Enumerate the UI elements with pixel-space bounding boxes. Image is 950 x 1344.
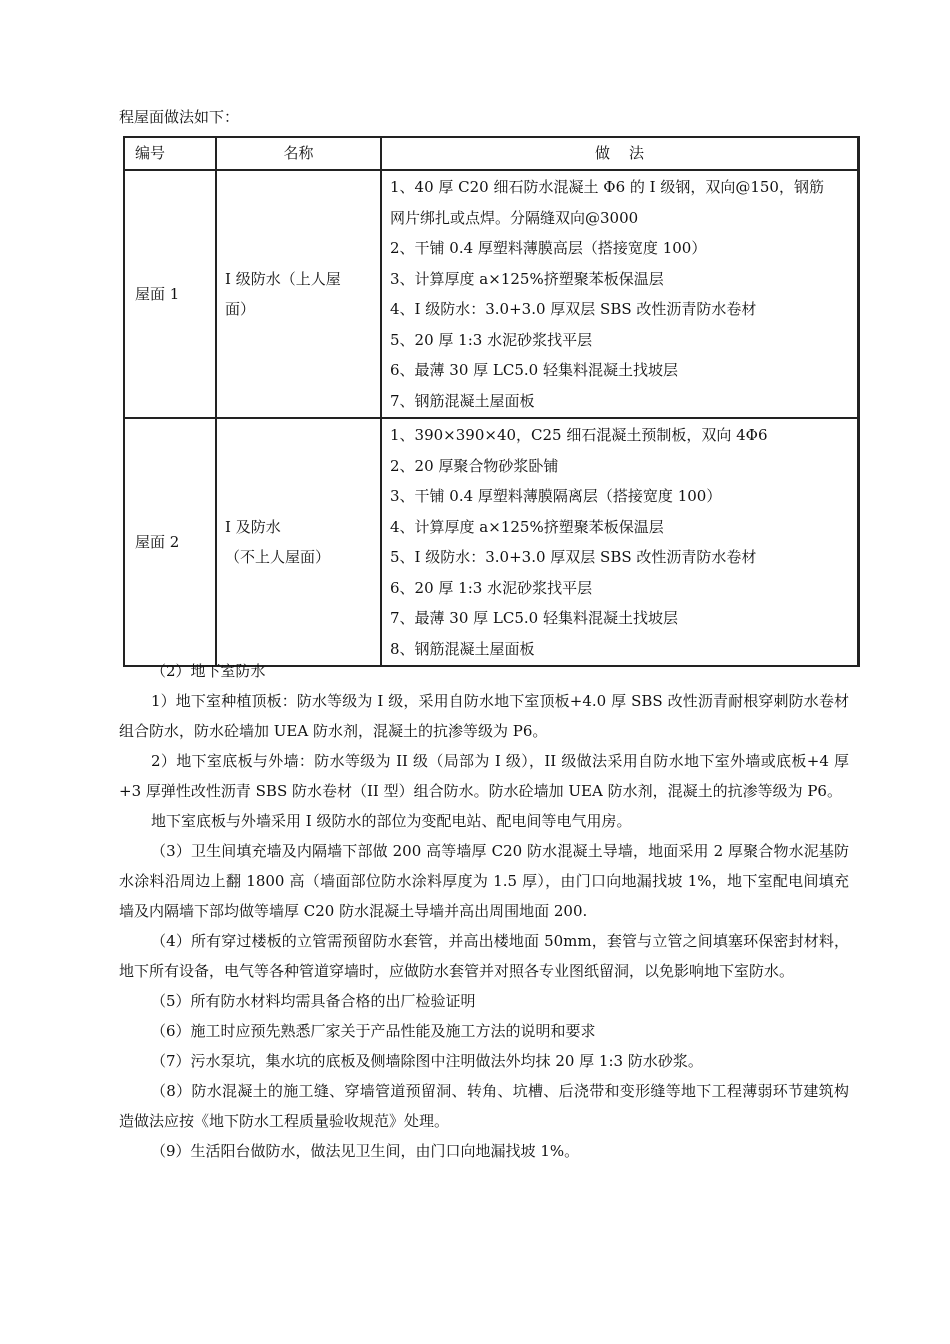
table-row bbox=[124, 418, 858, 666]
paragraph: （5）所有防水材料均需具备合格的出厂检验证明 bbox=[151, 992, 476, 1010]
step-line: 2、20 厚聚合物砂浆卧铺 bbox=[390, 456, 559, 475]
step-line: 5、20 厚 1:3 水泥砂浆找平层 bbox=[390, 330, 593, 349]
row-id: 屋面 1 bbox=[124, 170, 216, 418]
row-steps bbox=[381, 418, 858, 666]
row-name-line: I 级防水（上人屋 bbox=[225, 270, 341, 288]
section-heading: （2）地下室防水 bbox=[151, 662, 266, 680]
paragraph: 2）地下室底板与外墙：防水等级为 II 级（局部为 I 级），II 级做法采用自防水地下室外墙或底板+4 厚+3 厚弹性改性沥青 SBS 防水卷材（II 型）组合防水。防水砼墙加 UEA 防水剂，混凝土的抗渗等级为 P6。 bbox=[119, 752, 849, 800]
paragraph: （7）污水泵坑，集水坑的底板及侧墙除图中注明做法外均抹 20 厚 1:3 防水砂浆。 bbox=[151, 1052, 703, 1070]
intro-line: 程屋面做法如下： bbox=[119, 108, 240, 126]
step-line: 7、钢筋混凝土屋面板 bbox=[390, 391, 535, 410]
row-id: 屋面 2 bbox=[124, 418, 216, 666]
step-line: 2、干铺 0.4 厚塑料薄膜高层（搭接宽度 100） bbox=[390, 239, 707, 257]
row-name bbox=[216, 170, 381, 418]
row-name-line: 面） bbox=[225, 300, 256, 318]
row-name-line: I 及防水 bbox=[225, 518, 281, 536]
row-steps bbox=[381, 170, 858, 418]
step-line: 4、I 级防水：3.0+3.0 厚双层 SBS 改性沥青防水卷材 bbox=[390, 300, 757, 318]
header-id: 编号 bbox=[124, 137, 216, 170]
step-line: 3、干铺 0.4 厚塑料薄膜隔离层（搭接宽度 100） bbox=[390, 487, 722, 505]
table-header-row bbox=[124, 137, 858, 170]
step-line: 6、20 厚 1:3 水泥砂浆找平层 bbox=[390, 578, 593, 597]
paragraph: 1）地下室种植顶板：防水等级为 I 级，采用自防水地下室顶板+4.0 厚 SBS 改性沥青耐根穿刺防水卷材组合防水，防水砼墙加 UEA 防水剂，混凝土的抗渗等级为 P6。 bbox=[119, 692, 849, 740]
row-name-line: （不上人屋面） bbox=[225, 548, 331, 566]
table-row bbox=[124, 170, 858, 418]
step-line: 5、I 级防水：3.0+3.0 厚双层 SBS 改性沥青防水卷材 bbox=[390, 548, 757, 566]
step-line: 3、计算厚度 a×125%挤塑聚苯板保温层 bbox=[390, 269, 664, 288]
paragraph: 地下室底板与外墙采用 I 级防水的部位为变配电站、配电间等电气用房。 bbox=[151, 812, 632, 830]
step-line: 6、最薄 30 厚 LC5.0 轻集料混凝土找坡层 bbox=[390, 361, 678, 379]
step-line: 1、40 厚 C20 细石防水混凝土 Φ6 的 I 级钢，双向@150，钢筋 bbox=[390, 178, 824, 196]
row-name bbox=[216, 418, 381, 666]
paragraph: （8）防水混凝土的施工缝、穿墙管道预留洞、转角、坑槽、后浇带和变形缝等地下工程薄弱环节建筑构造做法应按《地下防水工程质量验收规范》处理。 bbox=[119, 1082, 849, 1130]
paragraph: （4）所有穿过楼板的立管需预留防水套管，并高出楼地面 50mm，套管与立管之间填塞环保密封材料，地下所有设备，电气等各种管道穿墙时，应做防水套管并对照各专业图纸留洞，以免影响地下室防水。 bbox=[119, 932, 849, 980]
roof-method-table bbox=[123, 136, 860, 667]
step-line: 4、计算厚度 a×125%挤塑聚苯板保温层 bbox=[390, 517, 664, 536]
paragraph: （9）生活阳台做防水，做法见卫生间，由门口向地漏找坡 1%。 bbox=[151, 1142, 580, 1160]
paragraph: （3）卫生间填充墙及内隔墙下部做 200 高等墙厚 C20 防水混凝土导墙，地面采用 2 厚聚合物水泥基防水涂料沿周边上翻 1800 高（墙面部位防水涂料厚度为 1.5 厚），由门口向地漏找坡 1%，地下室配电间填充墙及内隔墙下部均做等墙厚 C20 防水混凝土导墙并高出周围地面 200. bbox=[119, 842, 849, 920]
header-name: 名称 bbox=[216, 137, 381, 170]
step-line: 7、最薄 30 厚 LC5.0 轻集料混凝土找坡层 bbox=[390, 609, 678, 627]
header-method: 做 法 bbox=[381, 137, 858, 170]
step-line: 1、390×390×40，C25 细石混凝土预制板，双向 4Φ6 bbox=[390, 426, 768, 444]
step-line: 网片绑扎或点焊。分隔缝双向@3000 bbox=[390, 208, 639, 227]
step-line: 8、钢筋混凝土屋面板 bbox=[390, 639, 535, 658]
body-text bbox=[119, 656, 849, 1166]
paragraph: （6）施工时应预先熟悉厂家关于产品性能及施工方法的说明和要求 bbox=[151, 1022, 596, 1040]
